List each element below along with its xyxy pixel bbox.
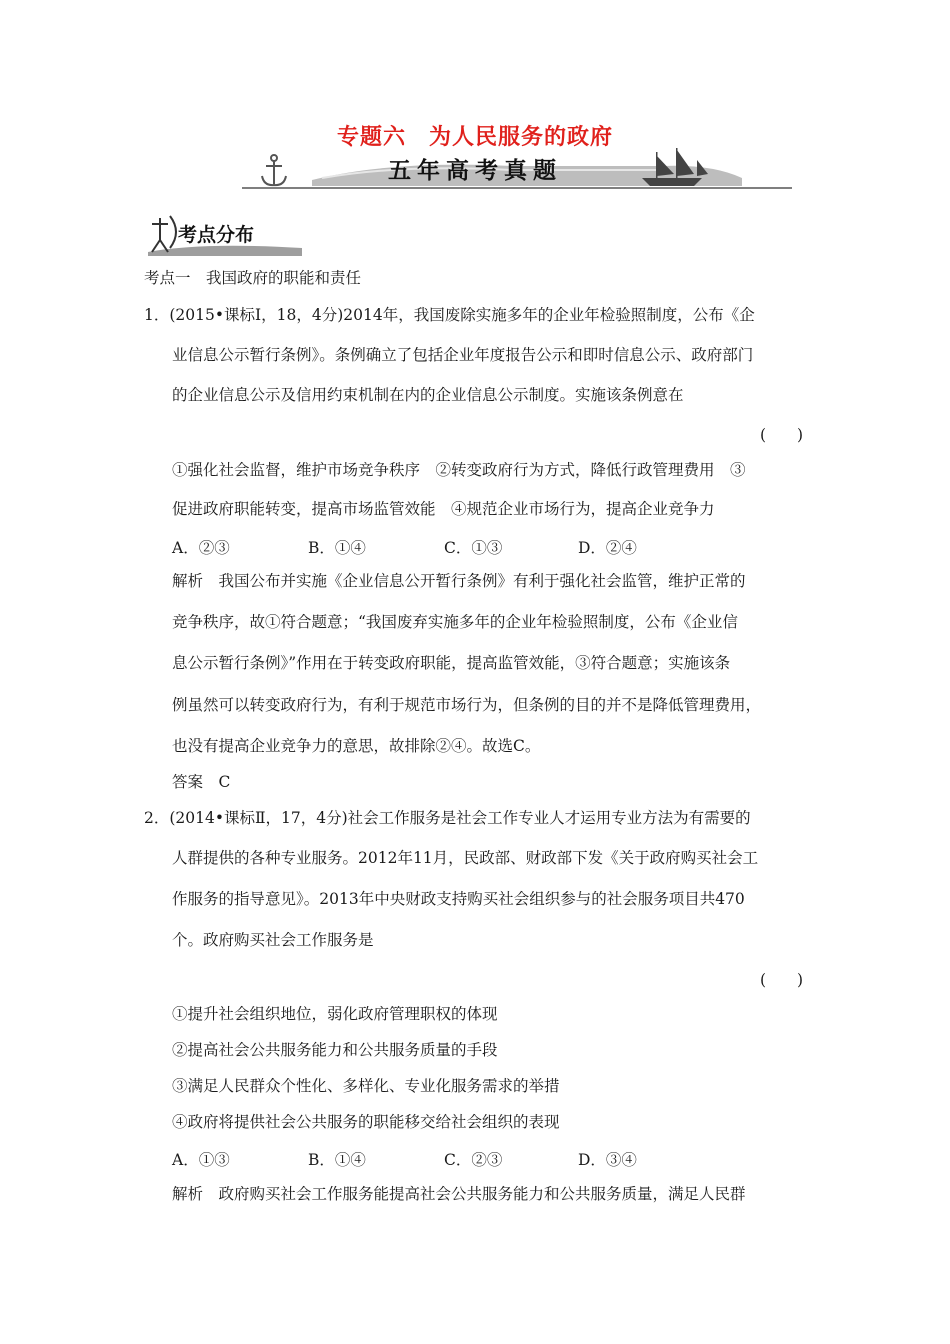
q1-answer-bracket: ( ) [760, 426, 804, 444]
q1-option-c: C．①③ [444, 539, 503, 557]
banner-title: 五年高考真题 [388, 158, 562, 184]
topic-subheading: 考点一 我国政府的职能和责任 [144, 269, 362, 287]
q2-option-a: A．①③ [172, 1151, 230, 1169]
q1-answer: 答案 C [172, 773, 231, 791]
q2-option-b: B．①④ [308, 1151, 366, 1169]
q1-option-a: A．②③ [172, 539, 230, 557]
q1-analysis-1: 解析 我国公布并实施《企业信息公开暂行条例》有利于强化社会监管，维护正常的 [172, 572, 746, 590]
q2-line-3: 作服务的指导意见》。2013年中央财政支持购买社会组织参与的社会服务项目共470 [172, 890, 745, 908]
q2-statement-4: ④政府将提供社会公共服务的职能移交给社会组织的表现 [172, 1113, 560, 1131]
q2-analysis-1: 解析 政府购买社会工作服务能提高社会公共服务能力和公共服务质量，满足人民群 [172, 1185, 746, 1203]
q2-line-1: 2．(2014•课标Ⅱ，17，4分)社会工作服务是社会工作专业人才运用专业方法为有需要的 [144, 809, 751, 827]
q1-analysis-2: 竞争秩序，故①符合题意；“我国废弃实施多年的企业年检验照制度，公布《企业信 [172, 613, 738, 631]
q1-statement-2: 促进政府职能转变，提高市场监管效能 ④规范企业市场行为，提高企业竞争力 [172, 500, 715, 518]
q2-statement-1: ①提升社会组织地位，弱化政府管理职权的体现 [172, 1005, 498, 1023]
q2-option-c: C．②③ [444, 1151, 503, 1169]
q1-line-3: 的企业信息公示及信用约束机制在内的企业信息公示制度。实施该条例意在 [172, 386, 684, 404]
q2-line-4: 个。政府购买社会工作服务是 [172, 931, 374, 949]
q2-answer-bracket: ( ) [760, 971, 804, 989]
q1-line-1: 1．(2015•课标Ⅰ，18，4分)2014年，我国废除实施多年的企业年检验照制度，公布《企 [144, 306, 755, 324]
q1-statement-1: ①强化社会监督，维护市场竞争秩序 ②转变政府行为方式，降低行政管理费用 ③ [172, 461, 746, 479]
page-title: 专题六 为人民服务的政府 [336, 125, 613, 150]
q1-analysis-5: 也没有提高企业竞争力的意思，故排除②④。故选C。 [172, 737, 541, 755]
q1-analysis-3: 息公示暂行条例》”作用在于转变政府职能，提高监管效能，③符合题意；实施该条 [172, 654, 731, 672]
archer-icon [152, 216, 176, 252]
q2-statement-3: ③满足人民群众个性化、多样化、专业化服务需求的举措 [172, 1077, 560, 1095]
q2-line-2: 人群提供的各种专业服务。2012年11月，民政部、财政部下发《关于政府购买社会工 [172, 849, 759, 867]
q2-option-d: D．③④ [578, 1151, 637, 1169]
q1-option-d: D．②④ [578, 539, 637, 557]
q1-option-b: B．①④ [308, 539, 366, 557]
q1-analysis-4: 例虽然可以转变政府行为，有利于规范市场行为，但条例的目的并不是降低管理费用， [172, 696, 762, 714]
q2-statement-2: ②提高社会公共服务能力和公共服务质量的手段 [172, 1041, 498, 1059]
q1-line-2: 业信息公示暂行条例》。条例确立了包括企业年度报告公示和即时信息公示、政府部门 [172, 346, 754, 364]
section-heading: 考点分布 [178, 224, 255, 246]
